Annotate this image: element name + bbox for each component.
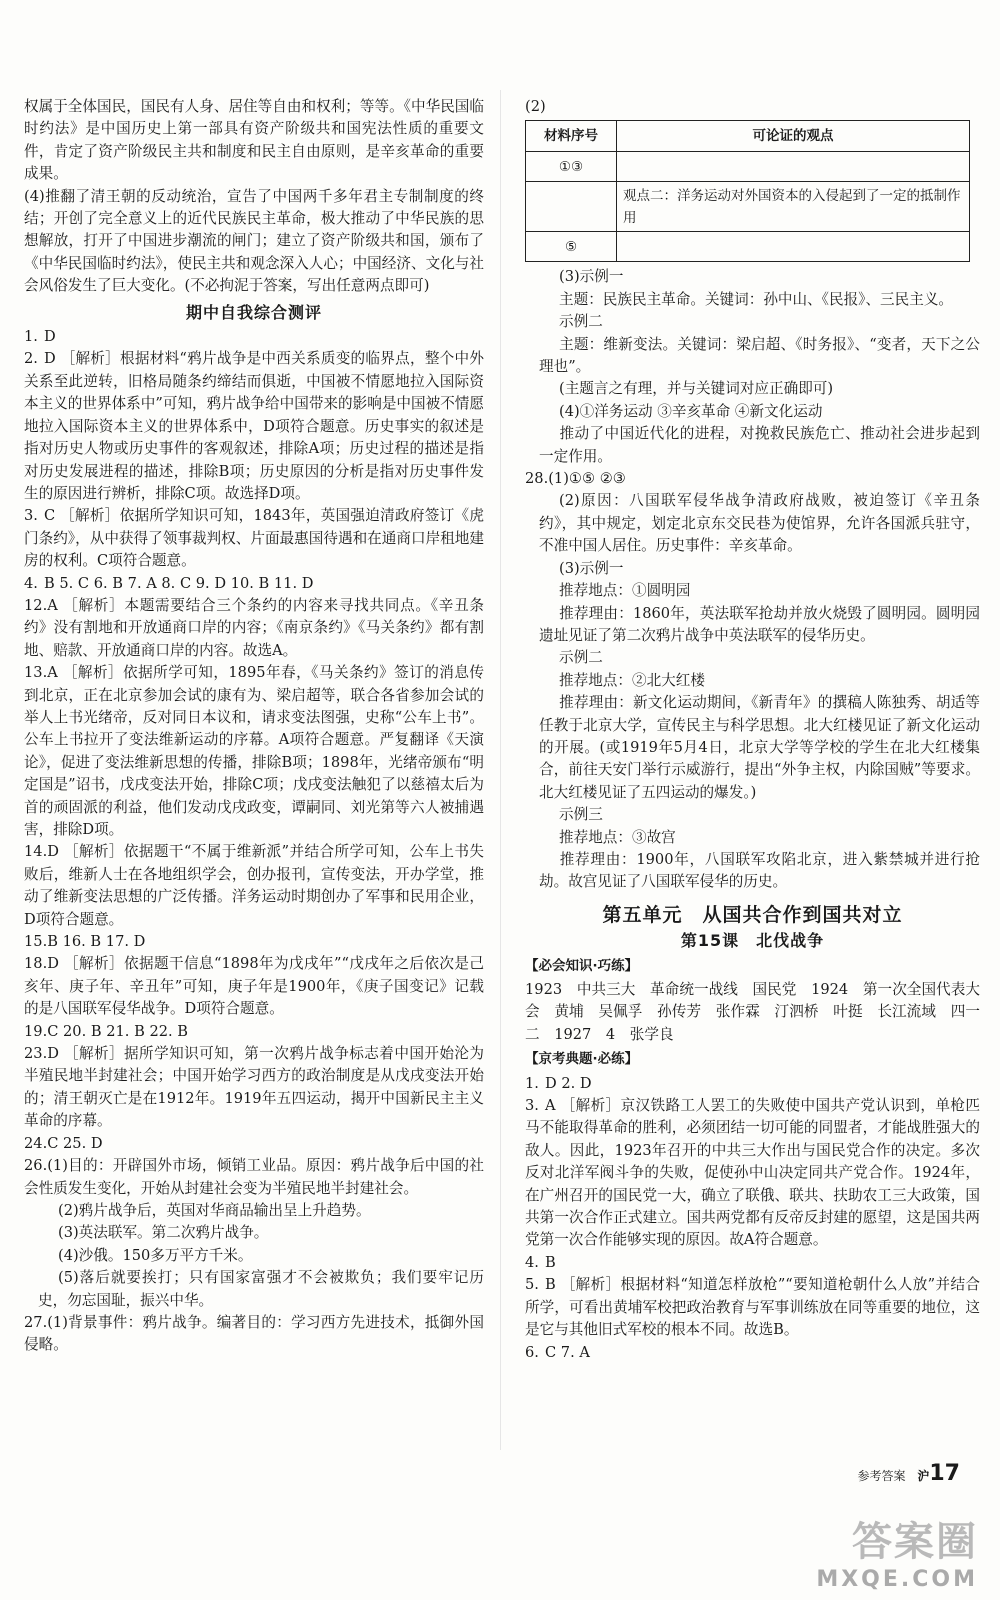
answer-list-lesson bbox=[525, 1073, 980, 1364]
unit-title: 第五单元 从国共合作到国共对立 bbox=[602, 903, 903, 926]
answer-item bbox=[24, 505, 484, 572]
answer-item bbox=[525, 804, 980, 826]
answer-item bbox=[24, 841, 484, 931]
item-number: 4. bbox=[24, 574, 38, 592]
item-number: 26. bbox=[24, 1157, 48, 1175]
answer-item bbox=[24, 953, 484, 1020]
q2-label: (2) bbox=[525, 98, 546, 115]
item-text: (4)①洋务运动 ③辛亥革命 ④新文化运动 bbox=[559, 402, 823, 420]
answer-item bbox=[525, 849, 980, 894]
table-cell bbox=[617, 232, 970, 262]
answer-item bbox=[525, 468, 980, 490]
table-cell bbox=[526, 182, 617, 232]
item-number: 1. bbox=[525, 1074, 539, 1092]
answer-item bbox=[24, 931, 484, 953]
item-text: 推荐地点：②北大红楼 bbox=[559, 671, 705, 689]
answer-item bbox=[525, 647, 980, 669]
table-cell: ①③ bbox=[526, 152, 617, 182]
answer-item bbox=[525, 334, 980, 379]
section-label: 【京考典题·必练】 bbox=[525, 1051, 639, 1068]
item-text: D ［解析］依据题干“不属于维新派”并结合所学可知，公车上书失败后，维新人士在各地组织学会，创办报刊，宣传变法，开办学堂，推动了维新变法思想的广泛传播。洋务运动时期创办了军事和民用企业，D项符合题意。 bbox=[24, 843, 484, 928]
answer-item bbox=[525, 603, 980, 648]
table-header-cell: 材料序号 bbox=[526, 121, 617, 152]
column-divider bbox=[500, 90, 501, 1450]
item-text: (1)背景事件：鸦片战争。编著目的：学习西方先进技术，抵御外国侵略。 bbox=[24, 1313, 484, 1354]
item-text: D ［解析］根据材料“鸦片战争是中西关系质变的临界点，整个中外关系至此逆转，旧格局随条约缔结而俱逝，中国被不情愿地拉入国际资本主义的世界体系中”可知，鸦片战争给中国带来的影响是中国被不情愿地拉入国际资本主义的世界体系中，D项符合题意。历史事实的叙述是指对历史人物或历史事件的客观叙述，排除A项；历史过程的描述是指对历史发展进程的描述，排除B项；历史原因的分析是指对历史事件发生的原因进行辨析，排除C项。故选择D项。 bbox=[24, 350, 484, 502]
item-number: 27. bbox=[24, 1313, 48, 1331]
intro-para-1: 权属于全体国民，国民有人身、居住等自由和权利；等等。《中华民国临时约法》是中国历史上第一部具有资产阶级共和国宪法性质的重要文件，肯定了资产阶级民主共和制度和民主自由原则，是辛亥革命的重要成果。 bbox=[24, 98, 484, 183]
item-text: 示例三 bbox=[559, 806, 603, 824]
intro-para-2: (4)推翻了清王朝的反动统治，宣告了中国两千多年君主专制制度的终结；开创了完全意义上的近代民族民主革命，极大推动了中华民族的思想解放，打开了中国进步潮流的闸门；建立了资产阶级共和国，颁布了《中华民国临时约法》，使民主共和观念深入人心；中国经济、文化与社会风俗发生了巨大变化。(不必拘泥于答案，写出任意两点即可) bbox=[24, 187, 484, 295]
answer-item bbox=[24, 348, 484, 505]
item-number: 24. bbox=[24, 1134, 48, 1152]
answer-item bbox=[24, 1222, 484, 1244]
item-number: 5. bbox=[525, 1276, 539, 1294]
answer-item bbox=[525, 827, 980, 849]
answer-item bbox=[525, 378, 980, 400]
answer-item bbox=[24, 595, 484, 662]
material-table bbox=[525, 120, 970, 262]
item-text: D ［解析］据所学知识可知，第一次鸦片战争标志着中国开始沦为半殖民地半封建社会；中国开始学习西方的政治制度是从戊戌变法开始的；清王朝灭亡是在1912年。1919年五四运动，揭开中国新民主主义革命的序幕。 bbox=[24, 1045, 484, 1130]
keyword-answers: 1923 中共三大 革命统一战线 国民党 1924 第一次全国代表大会 黄埔 吴佩孚 孙传芳 张作霖 汀泗桥 叶挺 长江流域 四一二 1927 4 张学良 bbox=[525, 981, 980, 1043]
answer-list bbox=[24, 326, 484, 1357]
item-number: 2. bbox=[24, 350, 38, 368]
item-text: (3)示例一 bbox=[559, 268, 624, 286]
table-cell: 观点二：洋务运动对外国资本的入侵起到了一定的抵制作用 bbox=[617, 182, 970, 232]
answer-item bbox=[525, 266, 980, 288]
item-number: 12. bbox=[24, 596, 48, 614]
item-text: A ［解析］京汉铁路工人罢工的失败使中国共产党认识到，单枪匹马不能取得革命的胜利，必须团结一切可能的同盟者，才能战胜强大的敌人。因此，1923年召开的中共三大作出与国民党合作的决定。多次反对北洋军阀斗争的失败，促使孙中山决定同共产党合作。1924年，在广州召开的国民党一大，确立了联俄、联共、扶助农工三大政策，国共第一次合作正式建立。国共两党都有反帝反封建的愿望，这是国共两党第一次合作能够实现的原因。故A符合题意。 bbox=[525, 1097, 980, 1249]
item-text: B ［解析］根据材料“知道怎样放枪”“要知道枪朝什么人放”并结合所学，可看出黄埔军校把政治教育与军事训练放在同等重要的地位，这是它与其他旧式军校的根本不同。故选B。 bbox=[525, 1276, 980, 1339]
answer-item bbox=[525, 490, 980, 557]
answer-item bbox=[24, 1155, 484, 1200]
item-text: A ［解析］本题需要结合三个条约的内容来寻找共同点。《辛丑条约》没有割地和开放通商口岸的内容；《南京条约》《马关条约》都有割地、赔款、开放通商口岸的内容。故选A。 bbox=[24, 596, 484, 659]
item-text: C 25. D bbox=[47, 1134, 103, 1152]
answer-item bbox=[525, 311, 980, 333]
answer-item bbox=[24, 1043, 484, 1133]
item-number: 18. bbox=[24, 955, 48, 973]
answer-item bbox=[525, 580, 980, 602]
item-text: 推荐地点：①圆明园 bbox=[559, 582, 691, 600]
page-number: 17 bbox=[929, 1461, 960, 1486]
item-text: 推动了中国近代化的进程，对挽救民族危亡、推动社会进步起到一定作用。 bbox=[539, 425, 980, 465]
answer-item bbox=[24, 1021, 484, 1043]
item-number: 6. bbox=[525, 1343, 539, 1361]
item-text: 示例二 bbox=[559, 649, 603, 667]
watermark-logo-text: 答案圈 bbox=[852, 1519, 978, 1565]
item-text: (1)目的：开辟国外市场，倾销工业品。原因：鸦片战争后中国的社会性质发生变化，开始从封建社会变为半殖民地半封建社会。 bbox=[24, 1157, 484, 1197]
item-number: 1. bbox=[24, 328, 38, 346]
right-column bbox=[525, 96, 980, 1364]
item-number: 4. bbox=[525, 1253, 539, 1271]
item-text: C 20. B 21. B 22. B bbox=[47, 1022, 189, 1040]
answer-item bbox=[525, 1252, 980, 1274]
watermark-url: MXQE.COM bbox=[816, 1567, 978, 1592]
answer-item bbox=[525, 558, 980, 580]
item-text: 主题：维新变法。关键词：梁启超、《时务报》、“变者，天下之公理也”。 bbox=[539, 335, 980, 376]
answer-item bbox=[525, 289, 980, 311]
item-number: 3. bbox=[24, 507, 38, 525]
answer-item bbox=[24, 1200, 484, 1222]
footer-label: 参考答案 bbox=[857, 1469, 906, 1483]
answer-item bbox=[525, 692, 980, 804]
section-heading: 期中自我综合测评 bbox=[185, 302, 322, 322]
item-text: B 5. C 6. B 7. A 8. C 9. D 10. B 11. D bbox=[44, 574, 314, 592]
table-header-cell: 可论证的观点 bbox=[617, 121, 970, 152]
answer-item bbox=[24, 1245, 484, 1267]
item-number: 13. bbox=[24, 664, 48, 682]
item-number: 3. bbox=[525, 1097, 539, 1115]
answer-item bbox=[525, 423, 980, 468]
answer-item bbox=[525, 1073, 980, 1095]
item-text: (3)示例一 bbox=[559, 559, 624, 577]
item-text: (1)①⑤ ②③ bbox=[548, 470, 626, 488]
item-text: 推荐地点：③故宫 bbox=[559, 828, 676, 846]
item-text: (2)鸦片战争后，英国对华商品输出呈上升趋势。 bbox=[58, 1201, 371, 1219]
item-text: 主题：民族民主革命。关键词：孙中山、《民报》、三民主义。 bbox=[559, 290, 954, 308]
lesson-title: 第15课 北伐战争 bbox=[680, 931, 825, 951]
table-cell bbox=[617, 152, 970, 182]
item-text: (主题言之有理，并与关键词对应正确即可) bbox=[559, 380, 834, 398]
item-text: (4)沙俄。150多万平方千米。 bbox=[58, 1246, 253, 1264]
item-text: C ［解析］依据所学知识可知，1843年，英国强迫清政府签订《虎门条约》，从中获得了领事裁判权、片面最惠国待遇和在通商口岸租地建房的权利。C项符合题意。 bbox=[24, 507, 484, 570]
answer-item bbox=[24, 573, 484, 595]
item-text: A ［解析］依据所学可知，1895年春，《马关条约》签订的消息传到北京，正在北京参加会试的康有为、梁启超等，联合各省参加会试的举人上书光绪帝，反对同日本议和，请求变法图强，史称“公车上书”。公车上书拉开了变法维新运动的序幕。A项符合题意。严复翻译《天演论》，促进了变法维新思想的传播，排除B项；1898年，光绪帝颁布“明定国是”诏书，戊戌变法开始，排除C项；戊戌变法触犯了以慈禧太后为首的顽固派的利益，他们发动戊戌政变，谭嗣同、刘光第等六人被捕遇害，排除D项。 bbox=[24, 664, 484, 838]
item-text: (3)英法联军。第二次鸦片战争。 bbox=[58, 1224, 269, 1242]
answer-item bbox=[24, 662, 484, 841]
item-text: B 16. B 17. D bbox=[47, 933, 146, 951]
item-number: 14. bbox=[24, 843, 48, 861]
watermark bbox=[816, 1510, 978, 1592]
answer-list-right bbox=[525, 266, 980, 893]
item-text: D ［解析］依据题干信息“1898年为戊戌年”“戊戌年之后依次是己亥年、庚子年、辛丑年”可知，庚子年是1900年，《庚子国变记》记载的是八国联军侵华战争。D项符合题意。 bbox=[24, 955, 484, 1018]
item-number: 23. bbox=[24, 1045, 48, 1063]
answer-item bbox=[24, 1133, 484, 1155]
section-label: 【必会知识·巧练】 bbox=[525, 957, 639, 974]
item-text: 示例二 bbox=[559, 313, 603, 331]
item-number: 19. bbox=[24, 1022, 48, 1040]
answer-item bbox=[525, 670, 980, 692]
answer-item bbox=[525, 401, 980, 423]
item-text: C 7. A bbox=[545, 1343, 590, 1361]
item-text: 推荐理由：新文化运动期间，《新青年》的撰稿人陈独秀、胡适等任教于北京大学，宣传民主与科学思想。北大红楼见证了新文化运动的开展。(或1919年5月4日，北京大学等学校的学生在北大红楼集合，前往天安门举行示威游行，提出“外争主权，内除国贼”等要求。北大红楼见证了五四运动的爆发。) bbox=[539, 694, 980, 801]
item-number: 15. bbox=[24, 933, 48, 951]
answer-item bbox=[525, 1274, 980, 1341]
left-column bbox=[24, 96, 484, 1357]
item-text: D 2. D bbox=[545, 1074, 592, 1092]
page-footer bbox=[858, 1461, 960, 1486]
item-text: (5)落后就要挨打；只有国家富强才不会被欺负；我们要牢记历史，勿忘国耻，振兴中华。 bbox=[38, 1269, 484, 1309]
item-text: D bbox=[44, 328, 56, 346]
answer-item bbox=[525, 1095, 980, 1252]
table-cell: ⑤ bbox=[526, 232, 617, 262]
answer-item bbox=[24, 1267, 484, 1312]
item-text: 推荐理由：1860年，英法联军抢劫并放火烧毁了圆明园。圆明园遗址见证了第二次鸦片战争中英法联军的侵华历史。 bbox=[539, 604, 980, 644]
answer-item bbox=[24, 1312, 484, 1357]
item-text: 推荐理由：1900年，八国联军攻陷北京，进入紫禁城并进行抢劫。故宫见证了八国联军侵华的历史。 bbox=[539, 850, 980, 891]
answer-item bbox=[525, 1342, 980, 1364]
item-number: 28. bbox=[525, 470, 549, 488]
footer-tag: 沪 bbox=[917, 1469, 930, 1483]
answer-item bbox=[24, 326, 484, 348]
item-text: B bbox=[545, 1253, 556, 1271]
item-text: (2)原因：八国联军侵华战争清政府战败，被迫签订《辛丑条约》，其中规定，划定北京东交民巷为使馆界，允许各国派兵驻守，不准中国人居住。历史事件：辛亥革命。 bbox=[539, 492, 980, 555]
